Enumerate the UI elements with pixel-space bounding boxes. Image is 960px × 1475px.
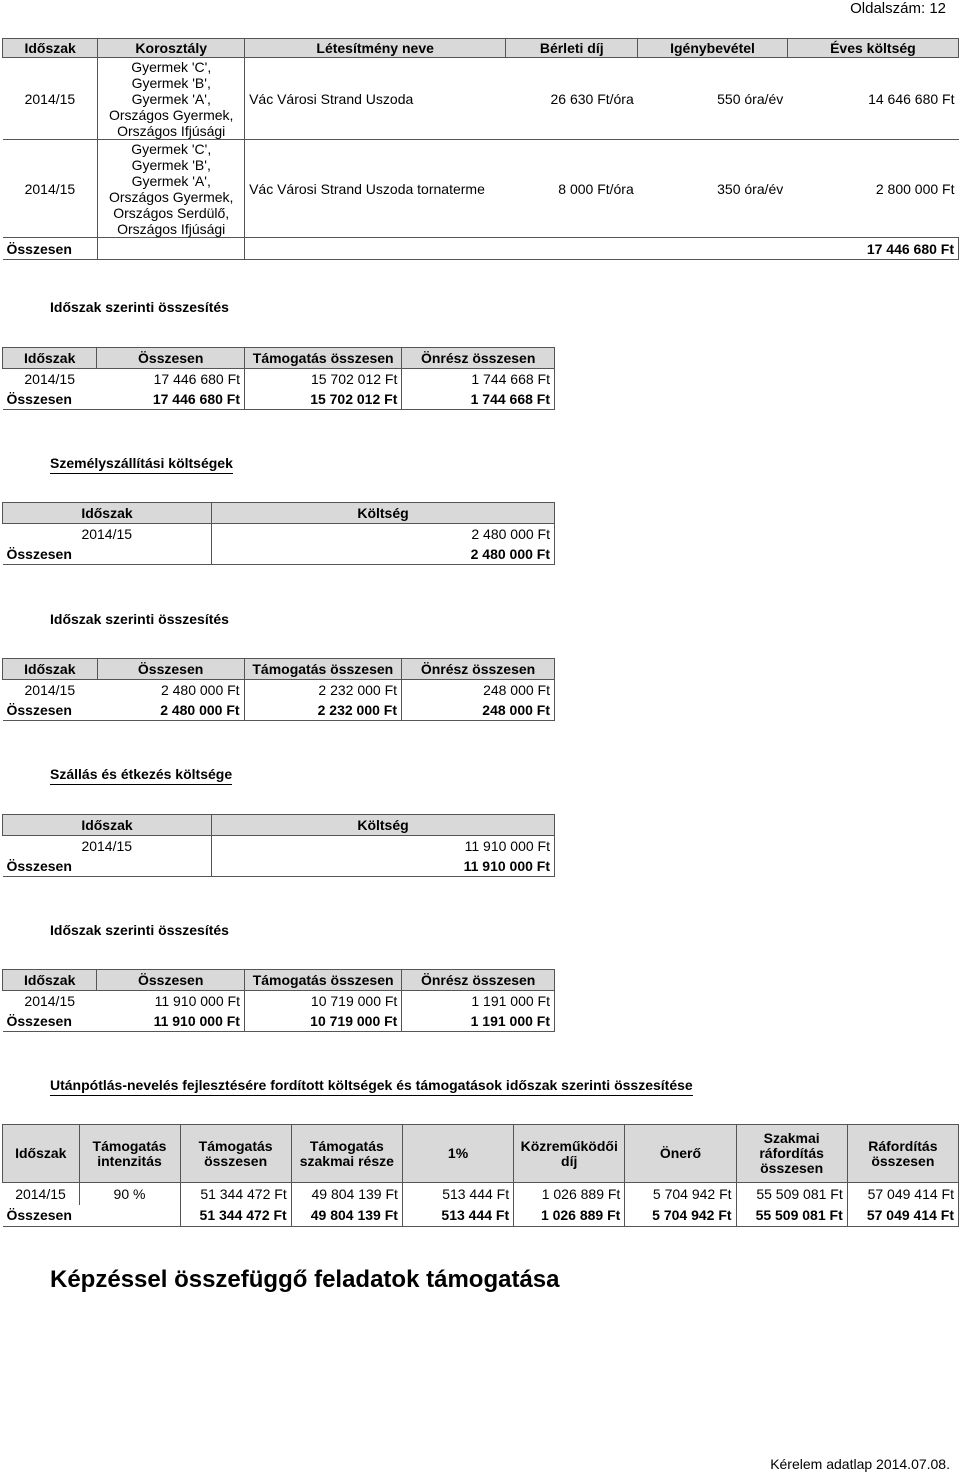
table-header-row bbox=[3, 1125, 959, 1183]
support-total-cell: 51 344 472 Ft bbox=[180, 1205, 291, 1227]
total-label: Összesen bbox=[3, 1205, 80, 1227]
own-share-cell: 1 191 000 Ft bbox=[402, 991, 555, 1012]
total-row bbox=[3, 238, 959, 260]
one-percent-cell: 513 444 Ft bbox=[402, 1205, 513, 1227]
intensity-cell: 90 % bbox=[79, 1183, 180, 1205]
cost-cell: 2 480 000 Ft bbox=[212, 544, 555, 565]
intermediary-fee-cell: 1 026 889 Ft bbox=[514, 1205, 625, 1227]
expense-total-cell: 57 049 414 Ft bbox=[847, 1183, 958, 1205]
own-share-cell: 248 000 Ft bbox=[402, 700, 555, 721]
support-cell: 2 232 000 Ft bbox=[244, 700, 401, 721]
age-line: Gyermek 'B', bbox=[131, 156, 211, 173]
header-expense-total: Ráfordítás összesen bbox=[847, 1125, 958, 1183]
header-support-total: Támogatás összesen bbox=[244, 970, 401, 991]
empty-cell bbox=[245, 238, 506, 260]
period-cell: 2014/15 bbox=[24, 993, 76, 1009]
period-cell: 2014/15 bbox=[24, 371, 75, 387]
header-total: Összesen bbox=[97, 348, 245, 369]
header-period: Időszak bbox=[3, 815, 212, 836]
total-row bbox=[3, 1205, 959, 1227]
header-intermediary-fee: Közreműködői díj bbox=[514, 1125, 625, 1183]
age-line: Gyermek 'C', bbox=[131, 58, 212, 75]
summary-table bbox=[2, 969, 555, 1032]
cost-cell: 11 910 000 Ft bbox=[212, 856, 555, 877]
header-period: Időszak bbox=[3, 659, 98, 680]
cost-cell: 11 910 000 Ft bbox=[212, 836, 555, 857]
period-cell: 2014/15 bbox=[3, 836, 212, 857]
total-cell: 17 446 680 Ft bbox=[97, 369, 245, 390]
own-share-cell: 1 744 668 Ft bbox=[402, 389, 555, 410]
table-row bbox=[3, 58, 959, 140]
summary-title: Időszak szerinti összesítés bbox=[50, 299, 229, 315]
table-header-row bbox=[3, 39, 959, 58]
facility-cell: Vác Városi Strand Uszoda tornaterme bbox=[245, 140, 506, 238]
age-line: Országos Gyermek, bbox=[108, 188, 234, 205]
table-row bbox=[3, 369, 555, 390]
lodging-cost-table bbox=[2, 814, 555, 877]
expense-total-cell: 57 049 414 Ft bbox=[847, 1205, 958, 1227]
one-percent-cell: 513 444 Ft bbox=[402, 1183, 513, 1205]
total-row bbox=[3, 544, 555, 565]
age-line: Országos Ifjúsági bbox=[117, 220, 226, 237]
period-cell: 2014/15 bbox=[24, 90, 76, 107]
header-period: Időszak bbox=[3, 348, 97, 369]
section-title-lodging: Szállás és étkezés költsége bbox=[50, 766, 232, 785]
age-line: Országos Gyermek, bbox=[108, 106, 234, 123]
rent-cell: 26 630 Ft/óra bbox=[550, 90, 634, 107]
age-group-cell bbox=[98, 58, 245, 140]
header-own-contribution: Önerő bbox=[625, 1125, 736, 1183]
header-annual-cost: Éves költség bbox=[787, 39, 958, 58]
professional-expense-cell: 55 509 081 Ft bbox=[736, 1205, 847, 1227]
empty-cell bbox=[638, 238, 788, 260]
header-facility: Létesítmény neve bbox=[245, 39, 506, 58]
age-line: Országos Serdülő, bbox=[113, 204, 230, 221]
total-row bbox=[3, 700, 555, 721]
age-line: Országos Ifjúsági bbox=[117, 122, 226, 139]
support-professional-cell: 49 804 139 Ft bbox=[291, 1183, 402, 1205]
total-label: Összesen bbox=[3, 544, 212, 565]
section-title-final-summary: Utánpótlás-nevelés fejlesztésére fordított költségek és támogatások időszak szerinti összesítése bbox=[50, 1077, 693, 1096]
support-total-cell: 51 344 472 Ft bbox=[180, 1183, 291, 1205]
header-professional-expense: Szakmai ráfordítás összesen bbox=[736, 1125, 847, 1183]
intermediary-fee-cell: 1 026 889 Ft bbox=[514, 1183, 625, 1205]
own-share-cell: 248 000 Ft bbox=[402, 680, 555, 701]
header-own-share: Önrész összesen bbox=[402, 659, 555, 680]
facility-cell: Vác Városi Strand Uszoda bbox=[245, 58, 506, 140]
total-cell: 2 480 000 Ft bbox=[97, 680, 244, 701]
summary-table bbox=[2, 658, 555, 721]
age-group-cell bbox=[98, 140, 245, 238]
table-row bbox=[3, 140, 959, 238]
summary-title: Időszak szerinti összesítés bbox=[50, 922, 229, 938]
rent-cell: 8 000 Ft/óra bbox=[506, 140, 638, 238]
footer: Kérelem adatlap 2014.07.08. bbox=[770, 1456, 950, 1472]
summary-table bbox=[2, 347, 555, 410]
own-share-cell: 1 744 668 Ft bbox=[402, 369, 555, 390]
empty-cell bbox=[506, 238, 638, 260]
header-support-professional: Támogatás szakmai része bbox=[291, 1125, 402, 1183]
page-number: Oldalszám: 12 bbox=[850, 0, 946, 17]
total-row bbox=[3, 856, 555, 877]
annual-cost-cell: 14 646 680 Ft bbox=[868, 90, 955, 107]
total-cell: 11 910 000 Ft bbox=[97, 991, 245, 1012]
support-cell: 2 232 000 Ft bbox=[244, 680, 401, 701]
total-cell: 17 446 680 Ft bbox=[97, 389, 245, 410]
total-row bbox=[3, 389, 555, 410]
header-period: Időszak bbox=[3, 970, 97, 991]
own-share-cell: 1 191 000 Ft bbox=[402, 1011, 555, 1032]
support-cell: 10 719 000 Ft bbox=[244, 991, 401, 1012]
own-contribution-cell: 5 704 942 Ft bbox=[625, 1205, 736, 1227]
header-own-share: Önrész összesen bbox=[402, 970, 555, 991]
total-label: Összesen bbox=[3, 238, 98, 260]
support-cell: 15 702 012 Ft bbox=[245, 369, 402, 390]
summary-title: Időszak szerinti összesítés bbox=[50, 611, 229, 627]
header-cost: Költség bbox=[212, 815, 555, 836]
support-professional-cell: 49 804 139 Ft bbox=[291, 1205, 402, 1227]
header-support-intensity: Támogatás intenzitás bbox=[79, 1125, 180, 1183]
cost-cell: 2 480 000 Ft bbox=[212, 524, 555, 545]
table-row bbox=[3, 836, 555, 857]
section-heading-training: Képzéssel összefüggő feladatok támogatása bbox=[50, 1266, 560, 1293]
usage-cell: 350 óra/év bbox=[638, 140, 788, 238]
header-age-group: Korosztály bbox=[98, 39, 245, 58]
header-support-total: Támogatás összesen bbox=[180, 1125, 291, 1183]
header-own-share: Önrész összesen bbox=[402, 348, 555, 369]
period-cell: 2014/15 bbox=[3, 140, 98, 238]
facility-rental-table bbox=[2, 38, 959, 260]
period-cell: 2014/15 bbox=[24, 682, 76, 698]
total-label: Összesen bbox=[3, 1011, 97, 1032]
empty-cell bbox=[79, 1205, 180, 1227]
header-rent: Bérleti díj bbox=[506, 39, 638, 58]
header-period: Időszak bbox=[3, 503, 212, 524]
usage-cell: 550 óra/év bbox=[717, 90, 784, 107]
transport-cost-table bbox=[2, 502, 555, 565]
section-title-transport: Személyszállítási költségek bbox=[50, 455, 233, 474]
table-row bbox=[3, 991, 555, 1012]
total-cell: 11 910 000 Ft bbox=[97, 1011, 245, 1032]
header-usage: Igénybevétel bbox=[638, 39, 788, 58]
header-period: Időszak bbox=[3, 1125, 80, 1183]
period-cell: 2014/15 bbox=[3, 1183, 80, 1205]
age-line: Gyermek 'B', bbox=[131, 74, 211, 91]
table-header-row bbox=[3, 815, 555, 836]
header-support-total: Támogatás összesen bbox=[244, 659, 401, 680]
header-total: Összesen bbox=[97, 659, 244, 680]
total-label: Összesen bbox=[3, 389, 97, 410]
header-one-percent: 1% bbox=[402, 1125, 513, 1183]
age-line: Gyermek 'C', bbox=[131, 140, 212, 157]
table-row bbox=[3, 524, 555, 545]
age-line: Gyermek 'A', bbox=[131, 172, 211, 189]
age-line: Gyermek 'A', bbox=[131, 90, 211, 107]
total-label: Összesen bbox=[3, 856, 212, 877]
table-header-row bbox=[3, 970, 555, 991]
header-period: Időszak bbox=[3, 39, 98, 58]
empty-cell bbox=[98, 238, 245, 260]
annual-cost-cell: 2 800 000 Ft bbox=[787, 140, 958, 238]
header-total: Összesen bbox=[97, 970, 245, 991]
table-row bbox=[3, 680, 555, 701]
total-label: Összesen bbox=[3, 700, 98, 721]
period-cell: 2014/15 bbox=[3, 524, 212, 545]
table-header-row bbox=[3, 348, 555, 369]
header-cost: Költség bbox=[212, 503, 555, 524]
final-summary-table bbox=[2, 1124, 959, 1227]
own-contribution-cell: 5 704 942 Ft bbox=[625, 1183, 736, 1205]
table-header-row bbox=[3, 503, 555, 524]
total-cell: 2 480 000 Ft bbox=[97, 700, 244, 721]
professional-expense-cell: 55 509 081 Ft bbox=[736, 1183, 847, 1205]
total-value: 17 446 680 Ft bbox=[787, 238, 958, 260]
header-support-total: Támogatás összesen bbox=[245, 348, 402, 369]
support-cell: 15 702 012 Ft bbox=[245, 389, 402, 410]
table-header-row bbox=[3, 659, 555, 680]
table-row bbox=[3, 1183, 959, 1205]
support-cell: 10 719 000 Ft bbox=[244, 1011, 401, 1032]
total-row bbox=[3, 1011, 555, 1032]
